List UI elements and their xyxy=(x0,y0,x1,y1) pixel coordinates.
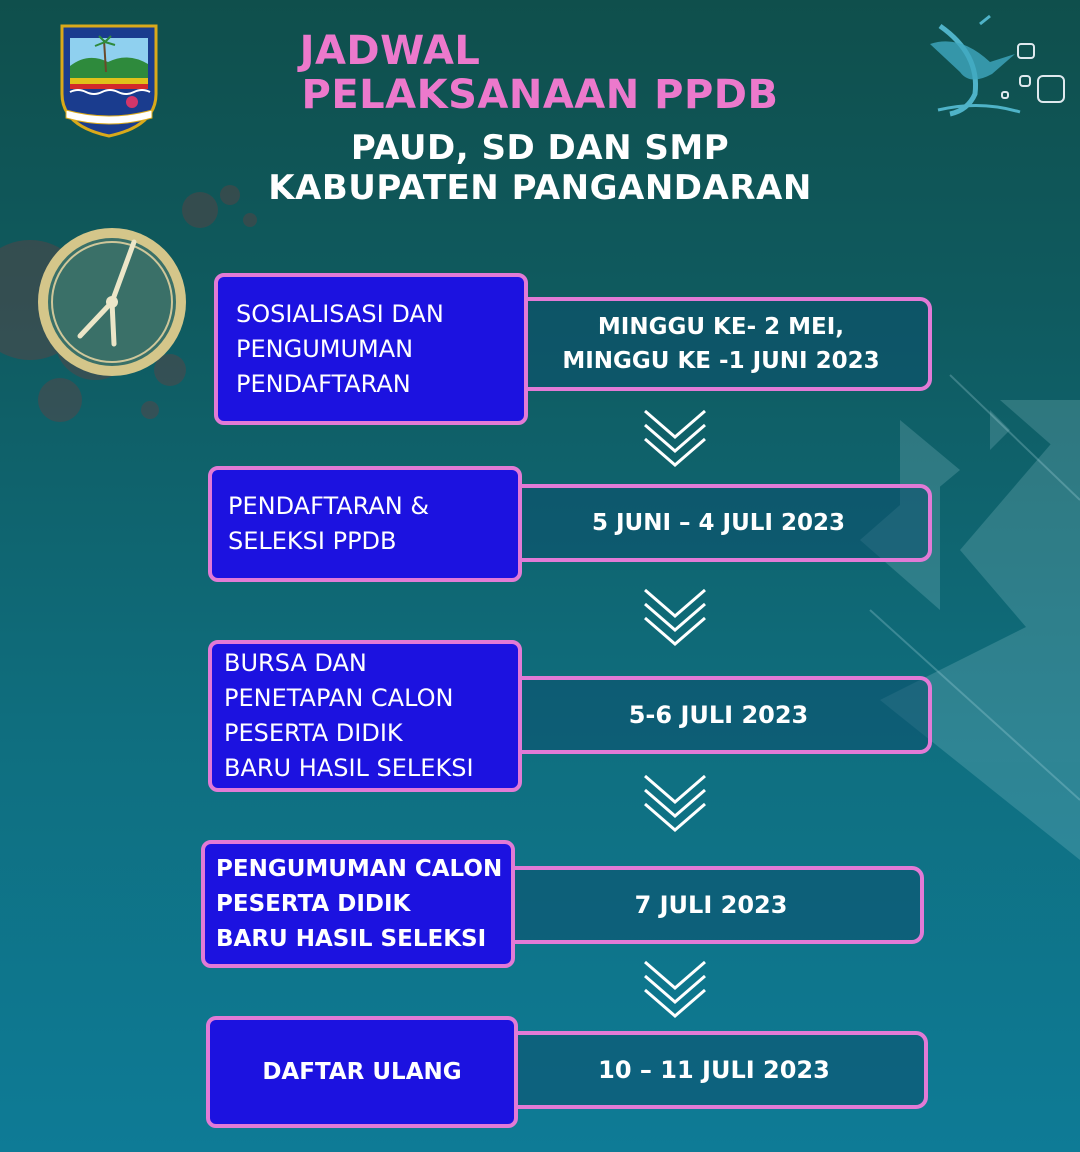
date-line: 5 JUNI – 4 JULI 2023 xyxy=(591,510,846,536)
schedule-date-4 xyxy=(498,866,924,944)
title-pelaksanaan-ppdb: PELAKSANAAN PPDB xyxy=(301,72,779,118)
date-line: 5-6 JULI 2023 xyxy=(628,701,809,729)
date-line: 7 JULI 2023 xyxy=(634,891,788,919)
date-line: MINGGU KE- 2 MEI, xyxy=(597,314,845,340)
schedule-label-2 xyxy=(208,466,522,582)
label-line: BURSA DAN xyxy=(224,649,367,677)
schedule-label-5 xyxy=(206,1016,518,1128)
title-jadwal: JADWAL xyxy=(299,28,481,74)
label-line: SOSIALISASI DAN xyxy=(236,299,444,328)
date-line: MINGGU KE -1 JUNI 2023 xyxy=(562,348,880,374)
label-line: PESERTA DIDIK xyxy=(216,890,411,917)
label-line: PESERTA DIDIK xyxy=(224,719,403,747)
schedule-date-1 xyxy=(510,297,932,391)
subtitle-region: KABUPATEN PANGANDARAN xyxy=(268,168,812,208)
chevron-down-icon xyxy=(643,407,707,473)
label-line: BARU HASIL SELEKSI xyxy=(216,925,487,952)
schedule-date-2 xyxy=(505,484,932,562)
schedule-label-4 xyxy=(201,840,515,968)
label-line: PENDAFTARAN & xyxy=(228,492,430,520)
label-line: PENETAPAN CALON xyxy=(224,684,454,712)
schedule-label-1 xyxy=(214,273,528,425)
label-line: PENGUMUMAN xyxy=(236,334,414,363)
chevron-down-icon xyxy=(643,958,707,1024)
clock-illustration xyxy=(32,222,192,382)
chevron-down-icon xyxy=(643,586,707,652)
schedule-label-3 xyxy=(208,640,522,792)
label-line: PENGUMUMAN CALON xyxy=(216,855,503,882)
schedule-date-5 xyxy=(500,1031,928,1109)
label-line: DAFTAR ULANG xyxy=(262,1059,462,1085)
chevron-down-icon xyxy=(643,772,707,838)
label-line: PENDAFTARAN xyxy=(236,369,411,398)
label-line: BARU HASIL SELEKSI xyxy=(224,754,474,782)
schedule-date-3 xyxy=(505,676,932,754)
subtitle-levels: PAUD, SD DAN SMP xyxy=(350,128,730,168)
date-line: 10 – 11 JULI 2023 xyxy=(598,1056,830,1084)
label-line: SELEKSI PPDB xyxy=(228,527,397,555)
